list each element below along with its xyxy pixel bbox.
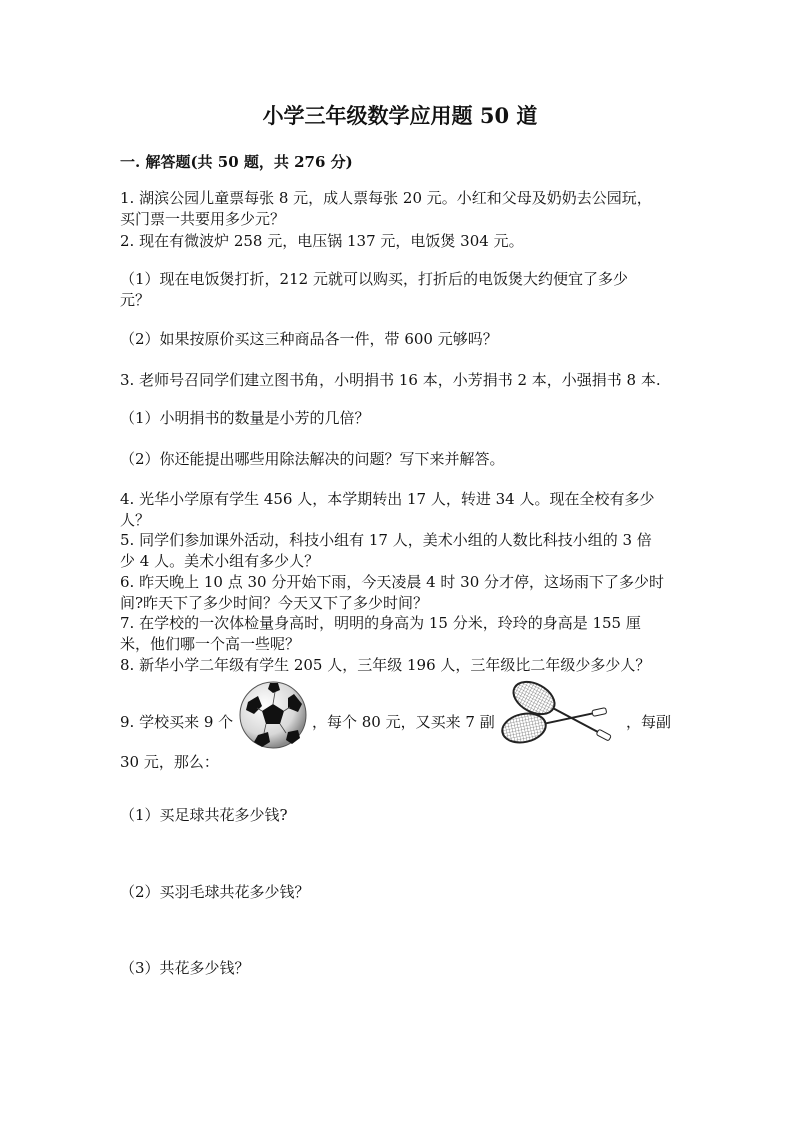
question-7-line-1: 7. 在学校的一次体检量身高时，明明的身高为 15 分米，玲玲的身高是 155 厘 (120, 614, 641, 632)
question-9-part-3: ，每副 (626, 713, 672, 731)
question-1-line-1: 1. 湖滨公园儿童票每张 8 元，成人票每张 20 元。小红和父母及奶奶去公园玩， (120, 189, 652, 207)
question-9-line-2: 30 元，那么： (120, 753, 219, 771)
question-2-sub-2: （2）如果按原价买这三种商品各一件，带 600 元够吗？ (120, 330, 498, 348)
question-5-line-2: 少 4 人。美术小组有多少人？ (120, 552, 320, 570)
question-2-sub-1-line-1: （1）现在电饭煲打折，212 元就可以购买，打折后的电饭煲大约便宜了多少 (120, 270, 628, 288)
question-3-sub-1: （1）小明捐书的数量是小芳的几倍？ (120, 409, 370, 427)
page-title: 小学三年级数学应用题 50 道 (262, 103, 538, 128)
question-3-sub-2: （2）你还能提出哪些用除法解决的问题？写下来并解答。 (120, 450, 505, 468)
soccer-ball-icon (238, 680, 308, 750)
badminton-rackets-icon (494, 678, 624, 746)
question-9-sub-2: （2）买羽毛球共花多少钱？ (120, 883, 310, 901)
question-2-line-1: 2. 现在有微波炉 258 元，电压锅 137 元，电饭煲 304 元。 (120, 232, 524, 250)
question-9-part-2: ，每个 80 元，又买来 7 副 (312, 713, 495, 731)
section-heading: 一. 解答题(共 50 题，共 276 分) (120, 153, 353, 171)
question-3-line-1: 3. 老师号召同学们建立图书角，小明捐书 16 本，小芳捐书 2 本，小强捐书 8 本. (120, 371, 661, 389)
question-8-line-1: 8. 新华小学二年级有学生 205 人，三年级 196 人，三年级比二年级少多少人？ (120, 656, 651, 674)
question-1-line-2: 买门票一共要用多少元？ (120, 210, 286, 228)
question-4-line-2: 人？ (120, 511, 151, 529)
question-6-line-2: 间?昨天下了多少时间？今天又下了多少时间？ (120, 594, 429, 612)
question-9-part-1: 9. 学校买来 9 个 (120, 713, 234, 731)
question-6-line-1: 6. 昨天晚上 10 点 30 分开始下雨，今天凌晨 4 时 30 分才停，这场雨下了多少时 (120, 573, 665, 591)
question-4-line-1: 4. 光华小学原有学生 456 人，本学期转出 17 人，转进 34 人。现在全校有多少 (120, 490, 655, 508)
question-9-sub-1: （1）买足球共花多少钱? (120, 806, 288, 824)
question-7-line-2: 米，他们哪一个高一些呢？ (120, 635, 301, 653)
question-2-sub-1-line-2: 元？ (120, 291, 151, 309)
question-9-sub-3: （3）共花多少钱？ (120, 959, 250, 977)
question-5-line-1: 5. 同学们参加课外活动，科技小组有 17 人，美术小组的人数比科技小组的 3 倍 (120, 531, 652, 549)
